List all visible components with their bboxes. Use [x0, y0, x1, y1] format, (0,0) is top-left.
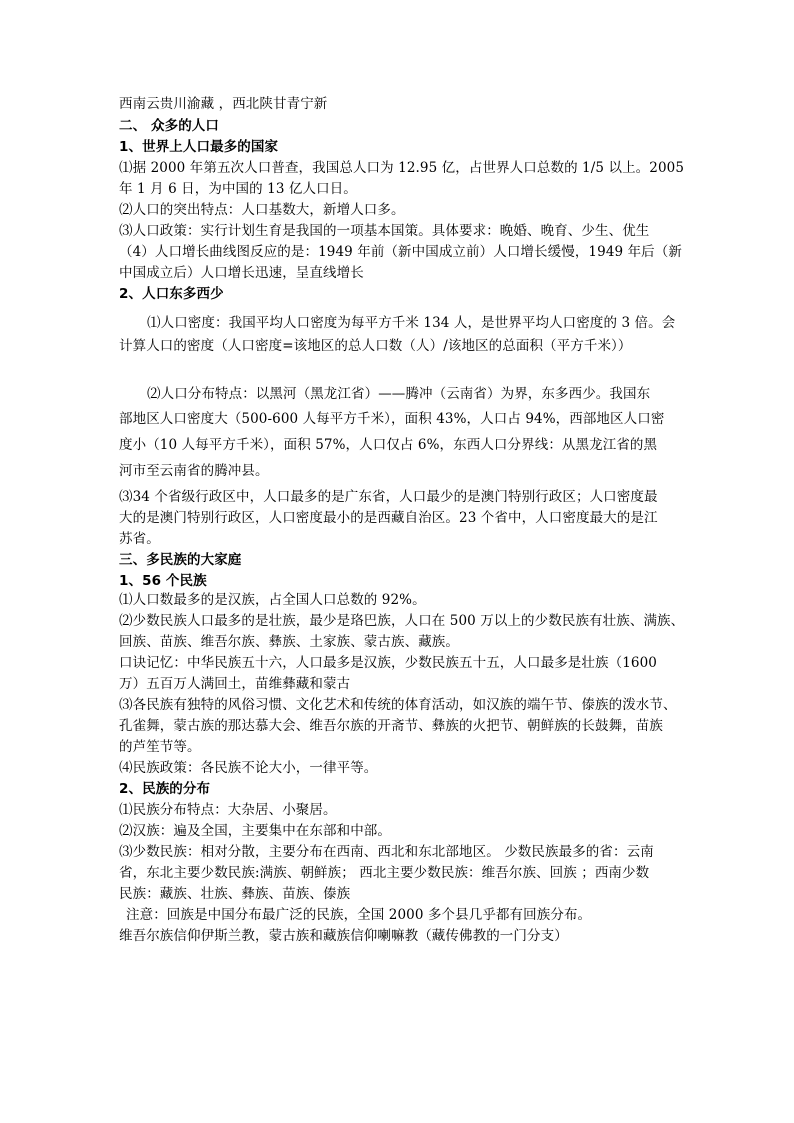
text-line: 万）五百万人满回土，苗维彝藏和蒙古: [119, 676, 351, 692]
text-line: 苏省。: [119, 531, 160, 547]
text-line: 的芦笙节等。: [119, 739, 201, 755]
text-line: 部地区人口密度大（500-600 人每平方千米），面积 43%，人口占 94%，西部地区人口密: [119, 411, 665, 427]
subsection-heading: 1、56 个民族: [119, 573, 207, 589]
subsection-heading: 2、民族的分布: [119, 781, 211, 797]
text-line: ⑵人口的突出特点：人口基数大，新增人口多。: [119, 202, 405, 218]
text-line: 计算人口的密度（人口密度=该地区的总人口数（人）/该地区的总面积（平方千米））: [119, 338, 632, 354]
subsection-heading: 2、人口东多西少: [119, 286, 224, 302]
text-line: 孔雀舞，蒙古族的那达慕大会、维吾尔族的开斋节、彝族的火把节、朝鲜族的长鼓舞，苗族: [119, 718, 663, 734]
text-line: ⑶人口政策：实行计划生育是我国的一项基本国策。具体要求：晚婚、晚育、少生、优生: [119, 223, 650, 239]
text-line: （4）人口增长曲线图反应的是：1949 年前（新中国成立前）人口增长缓慢，1949 年后（新: [119, 244, 682, 260]
text-line: 西南云贵川渝藏 ，西北陕甘青宁新: [119, 96, 328, 112]
text-line: 回族、苗族、维吾尔族、彝族、土家族、蒙古族、藏族。: [119, 634, 459, 650]
subsection-heading: 1、世界上人口最多的国家: [119, 139, 279, 155]
text-line: ⑴据 2000 年第五次人口普查，我国总人口为 12.95 亿，占世界人口总数的 1/5 以上。2005: [119, 160, 685, 176]
text-line: ⑶各民族有独特的风俗习惯、文化艺术和传统的体育活动，如汉族的端午节、傣族的泼水节、: [119, 697, 677, 713]
text-line: ⑴人口数最多的是汉族，占全国人口总数的 92%。: [119, 592, 426, 608]
text-line: ⑶少数民族：相对分散，主要分布在西南、西北和东北部地区。 少数民族最多的省：云南: [119, 844, 654, 860]
text-line: ⑴民族分布特点：大杂居、小聚居。: [119, 802, 337, 818]
text-line: ⑵少数民族人口最多的是壮族，最少是珞巴族，人口在 500 万以上的少数民族有壮族、满族、: [119, 613, 685, 629]
text-line: ⑴人口密度：我国平均人口密度为每平方千米 134 人，是世界平均人口密度的 3 倍。会: [147, 315, 676, 331]
text-line: ⑵汉族：遍及全国，主要集中在东部和中部。: [119, 823, 391, 839]
text-line: 口诀记忆：中华民族五十六，人口最多是汉族，少数民族五十五，人口最多是壮族（1600: [119, 655, 657, 671]
text-line: 中国成立后）人口增长迅速，呈直线增长: [119, 265, 364, 281]
text-line: 省，东北主要少数民族:满族、朝鲜族； 西北主要少数民族：维吾尔族、回族 ；西南少数: [119, 865, 650, 881]
text-line: 大的是澳门特别行政区，人口密度最小的是西藏自治区。23 个省中，人口密度最大的是江: [119, 510, 658, 526]
text-line: ⑷民族政策：各民族不论大小，一律平等。: [119, 760, 378, 776]
text-line: 维吾尔族信仰伊斯兰教，蒙古族和藏族信仰喇嘛教（藏传佛教的一门分支）: [119, 928, 568, 944]
section-heading: 二、 众多的人口: [119, 118, 219, 134]
text-line: 民族：藏族、壮族、彝族、苗族、傣族: [119, 886, 351, 902]
text-line: 注意：回族是中国分布最广泛的民族，全国 2000 多个县几乎都有回族分布。: [126, 907, 592, 923]
text-line: ⑵人口分布特点：以黑河（黑龙江省）——腾冲（云南省）为界，东多西少。我国东: [147, 386, 651, 402]
text-line: ⑶34 个省级行政区中，人口最多的是广东省，人口最少的是澳门特别行政区；人口密度最: [119, 489, 658, 505]
text-line: 年 1 月 6 日，为中国的 13 亿人口日。: [119, 181, 357, 197]
text-line: 度小（10 人每平方千米），面积 57%，人口仅占 6%，东西人口分界线：从黑龙江省的黑: [119, 437, 658, 453]
text-line: 河市至云南省的腾冲县。: [119, 463, 269, 479]
section-heading: 三、多民族的大家庭: [119, 552, 242, 568]
